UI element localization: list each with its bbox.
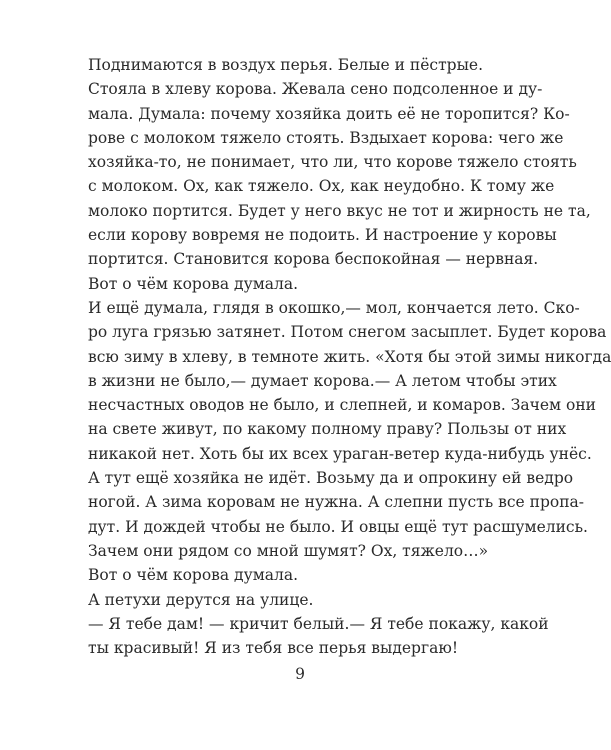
text-line: Вот о чём корова думала. [88,274,299,293]
text-line: Поднимаются в воздух перья. Белые и пёстрые. [88,56,484,74]
text-line: А петухи дерутся на улице. [88,590,314,609]
text-line: мала. Думала: почему хозяйка доить её не торопится? Ко- [88,104,570,123]
text-line: Зачем они рядом со мной шумят? Ох, тяжело…» [88,541,489,560]
text-line: ро луга грязью затянет. Потом снегом засыплет. Будет корова [88,323,607,342]
text-line: И ещё думала, глядя в окошко,— мол, кончается лето. Ско- [88,298,580,317]
text-line: на свете живут, по какому полному праву? Пользы от них [88,420,567,439]
text-line: в жизни не было,— думает корова.— А летом чтобы этих [88,371,557,390]
text-line: молоко портится. Будет у него вкус не тот и жирность не та, [88,201,591,220]
page-number: 9 [295,665,305,683]
text-line: ты красивый! Я из тебя все перья выдергаю! [88,639,459,658]
text-line: если корову вовремя не подоить. И настроение у коровы [88,226,557,245]
text-line: — Я тебе дам! — кричит белый.— Я тебе покажу, какой [88,614,549,633]
text-line: хозяйка-то, не понимает, что ли, что корове тяжело стоять [88,153,577,172]
text-line: А тут ещё хозяйка не идёт. Возьму да и опрокину ей ведро [88,469,574,488]
text-line: Вот о чём корова думала. [88,566,299,585]
text-line: портится. Становится корова беспокойная — нервная. [88,250,539,269]
text-line: никакой нет. Хоть бы их всех ураган-ветер куда-нибудь унёс. [88,444,592,463]
text-line: с молоком. Ох, как тяжело. Ох, как неудобно. К тому же [88,177,555,196]
body-text [88,53,611,660]
text-line: ногой. А зима коровам не нужна. А слепни пусть все пропа- [88,493,585,512]
text-line: рове с молоком тяжело стоять. Вздыхает корова: чего же [88,128,564,147]
text-line: несчастных оводов не было, и слепней, и комаров. Зачем они [88,396,596,415]
text-line: Стояла в хлеву корова. Жевала сено подсоленное и ду- [88,80,543,99]
text-line: всю зиму в хлеву, в темноте жить. «Хотя бы этой зимы никогда [88,347,611,366]
text-line: дут. И дождей чтобы не было. И овцы ещё тут расшумелись. [88,517,588,536]
